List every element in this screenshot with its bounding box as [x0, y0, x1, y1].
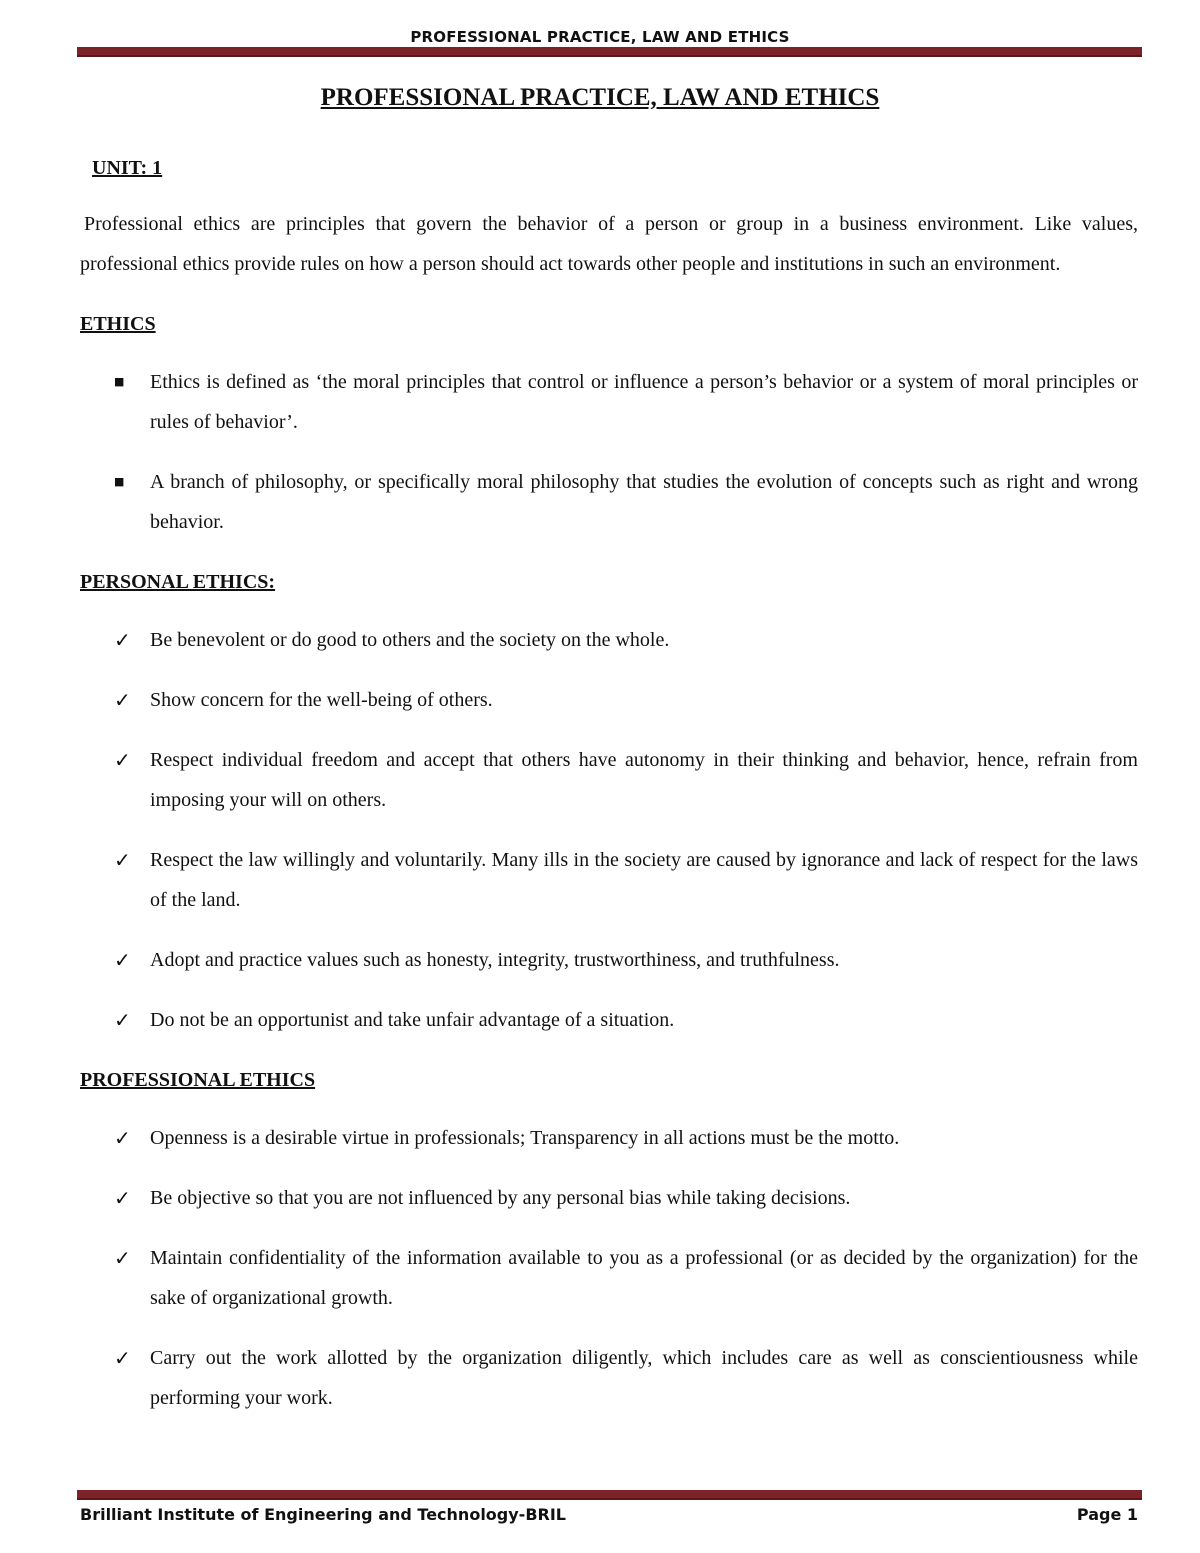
list-item-text: Show concern for the well-being of others. [150, 689, 493, 711]
list-item [80, 680, 1138, 720]
list-item [80, 362, 1138, 442]
square-bullet-icon: ■ [114, 475, 125, 488]
list-item-text: Adopt and practice values such as honesty, integrity, trustworthiness, and truthfulness. [150, 949, 840, 971]
checkmark-icon: ✓ [114, 748, 131, 772]
checkmark-icon: ✓ [114, 1246, 131, 1270]
list-item-text: A branch of philosophy, or specifically moral philosophy that studies the evolution of concepts such as right and wrong behavior. [150, 471, 1138, 533]
list-item [80, 1338, 1138, 1418]
list-item [80, 1178, 1138, 1218]
document-title: PROFESSIONAL PRACTICE, LAW AND ETHICS [320, 84, 880, 111]
professional-ethics-list [80, 1118, 1138, 1418]
checkmark-icon: ✓ [114, 1126, 131, 1150]
ethics-heading: ETHICS [80, 313, 156, 335]
list-item [80, 740, 1138, 820]
unit-heading: UNIT: 1 [92, 157, 163, 179]
list-item-text: Ethics is defined as ‘the moral principles that control or influence a person’s behavior or a system of moral principles or rules of behavior’. [150, 371, 1138, 433]
list-item-text: Be benevolent or do good to others and the society on the whole. [150, 629, 670, 651]
list-item-text: Respect individual freedom and accept that others have autonomy in their thinking and behavior, hence, refrain from imposing your will on others. [150, 749, 1138, 811]
list-item [80, 462, 1138, 542]
list-item-text: Respect the law willingly and voluntarily. Many ills in the society are caused by ignorance and lack of respect for the laws of the land. [150, 849, 1138, 911]
checkmark-icon: ✓ [114, 1186, 131, 1210]
list-item [80, 840, 1138, 920]
list-item [80, 1238, 1138, 1318]
list-item [80, 1118, 1138, 1158]
checkmark-icon: ✓ [114, 1346, 131, 1370]
list-item-text: Carry out the work allotted by the organization diligently, which includes care as well as conscientiousness while performing your work. [150, 1347, 1138, 1409]
list-item-text: Maintain confidentiality of the information available to you as a professional (or as decided by the organization) for the sake of organizational growth. [150, 1247, 1138, 1309]
checkmark-icon: ✓ [114, 1008, 131, 1032]
professional-ethics-heading: PROFESSIONAL ETHICS [80, 1069, 316, 1091]
personal-ethics-heading: PERSONAL ETHICS: [80, 571, 276, 593]
header-rule [77, 47, 1142, 57]
footer-institution: Brilliant Institute of Engineering and Technology-BRIL [80, 1505, 566, 1524]
running-header: PROFESSIONAL PRACTICE, LAW AND ETHICS [410, 28, 790, 46]
personal-ethics-list [80, 620, 1138, 1040]
list-item [80, 940, 1138, 980]
document-body [80, 148, 1138, 1418]
footer-rule [77, 1490, 1142, 1500]
ethics-list [80, 362, 1138, 542]
list-item-text: Be objective so that you are not influenced by any personal bias while taking decisions. [150, 1187, 851, 1209]
checkmark-icon: ✓ [114, 948, 131, 972]
list-item-text: Openness is a desirable virtue in professionals; Transparency in all actions must be the motto. [150, 1127, 900, 1149]
list-item-text: Do not be an opportunist and take unfair advantage of a situation. [150, 1009, 675, 1031]
intro-paragraph: Professional ethics are principles that govern the behavior of a person or group in a business environment. Like values, professional ethics provide rules on how a person should act towards other people and institutions in such an environment. [80, 213, 1138, 275]
square-bullet-icon: ■ [114, 375, 125, 388]
checkmark-icon: ✓ [114, 848, 131, 872]
checkmark-icon: ✓ [114, 628, 131, 652]
list-item [80, 1000, 1138, 1040]
page-number: Page 1 [1076, 1505, 1138, 1524]
checkmark-icon: ✓ [114, 688, 131, 712]
list-item [80, 620, 1138, 660]
